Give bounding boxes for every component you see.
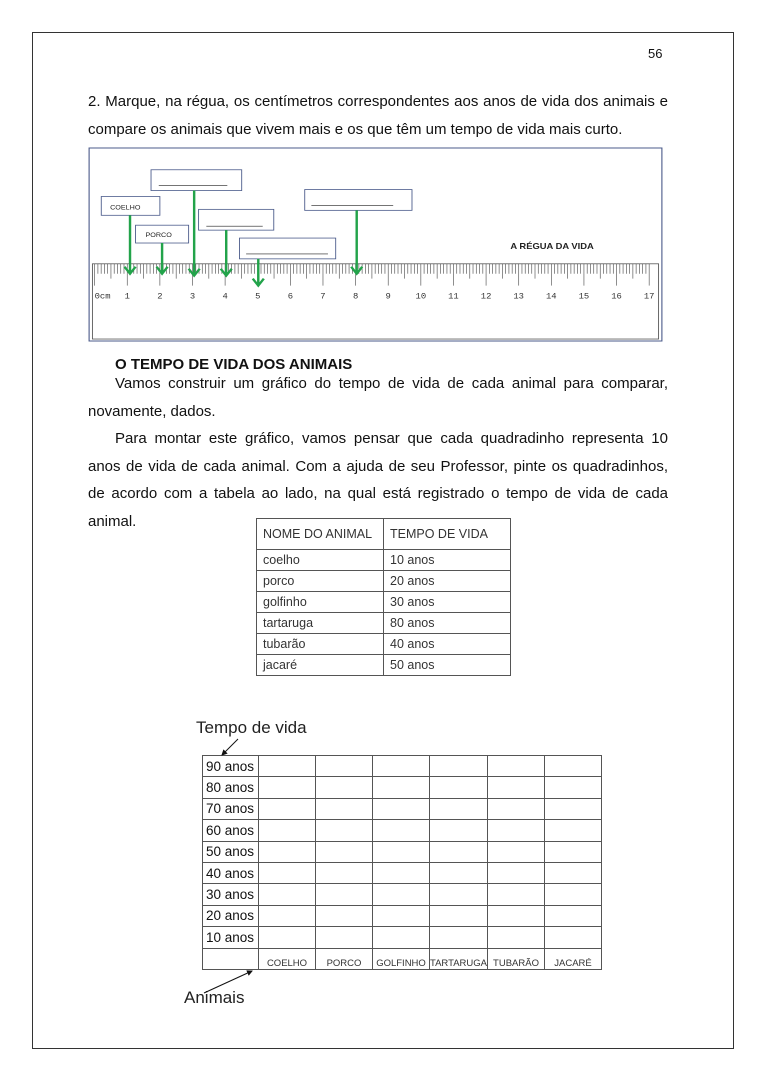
grid-row-label: 30 anos	[203, 884, 259, 905]
ruler-number: 16	[611, 291, 622, 302]
table-cell: 50 anos	[384, 655, 511, 676]
section-heading: O TEMPO DE VIDA DOS ANIMAIS	[115, 356, 353, 373]
grid-row-label: 90 anos	[203, 756, 259, 777]
grid-row-label: 60 anos	[203, 820, 259, 841]
table-cell: 10 anos	[384, 550, 511, 571]
table-cell: tartaruga	[257, 613, 384, 634]
table-cell: 80 anos	[384, 613, 511, 634]
table-cell: golfinho	[257, 592, 384, 613]
grid-row-label: 40 anos	[203, 862, 259, 883]
exercise-text: 2. Marque, na régua, os centímetros correspondentes aos anos de vida dos animais e compare os animais que vivem mais e os que têm um tempo de vida mais curto.	[88, 93, 668, 138]
grid-row-label: 10 anos	[203, 927, 259, 948]
ruler-title: A RÉGUA DA VIDA	[510, 241, 594, 251]
grid-animal-label: TUBARÃO	[488, 948, 545, 969]
ruler-number: 9	[385, 291, 391, 302]
grid-row-label: 70 anos	[203, 798, 259, 819]
table-cell: 20 anos	[384, 571, 511, 592]
grid-row-label: 20 anos	[203, 905, 259, 926]
table-header: TEMPO DE VIDA	[384, 519, 511, 550]
table-cell: 30 anos	[384, 592, 511, 613]
paragraph-1: Vamos construir um gráfico do tempo de vida de cada animal para comparar, novamente, dados.	[88, 375, 668, 420]
ruler-number: 14	[546, 291, 557, 302]
grid-row-label: 80 anos	[203, 777, 259, 798]
table-cell: tubarão	[257, 634, 384, 655]
grid-animal-label: COELHO	[259, 948, 316, 969]
ruler-number: 7	[320, 291, 326, 302]
ruler-number: 11	[448, 291, 459, 302]
grid-row-label: 50 anos	[203, 841, 259, 862]
ruler-number: 15	[578, 291, 590, 302]
ruler-number: 0cm	[94, 291, 111, 302]
ruler-number: 1	[124, 291, 130, 302]
ruler-number: 10	[415, 291, 427, 302]
page-number: 56	[648, 46, 663, 61]
grid-animal-label: GOLFINHO	[373, 948, 430, 969]
table-cell: porco	[257, 571, 384, 592]
ruler-number: 3	[189, 291, 196, 302]
ruler-number: 12	[480, 291, 492, 302]
ruler-number: 17	[643, 291, 655, 302]
table-cell: 40 anos	[384, 634, 511, 655]
ruler-number: 8	[352, 291, 359, 302]
ruler-number: 4	[222, 291, 228, 302]
grid-animal-label: JACARÉ	[545, 948, 602, 969]
ruler-number: 5	[255, 291, 261, 302]
grid-animal-label: TARTARUGA	[430, 948, 488, 969]
table-cell: coelho	[257, 550, 384, 571]
table-header: NOME DO ANIMAL	[257, 519, 384, 550]
ruler-number: 6	[287, 291, 294, 302]
label-porco: PORCO	[145, 232, 172, 239]
label-coelho: COELHO	[110, 204, 141, 212]
y-axis-label: Tempo de vida	[196, 718, 307, 737]
table-cell: jacaré	[257, 655, 384, 676]
ruler-number: 2	[157, 291, 163, 302]
x-axis-label: Animais	[184, 988, 245, 1007]
paragraph-2: Para montar este gráfico, vamos pensar que cada quadradinho representa 10 anos de vida de cada animal. Com a ajuda de seu Professor, pinte os quadradinhos, de acordo com a tabela ao lado, na qual está registrado o tempo de vida de cada animal.	[88, 430, 668, 530]
grid-animal-label: PORCO	[316, 948, 373, 969]
ruler-number: 13	[513, 291, 524, 302]
